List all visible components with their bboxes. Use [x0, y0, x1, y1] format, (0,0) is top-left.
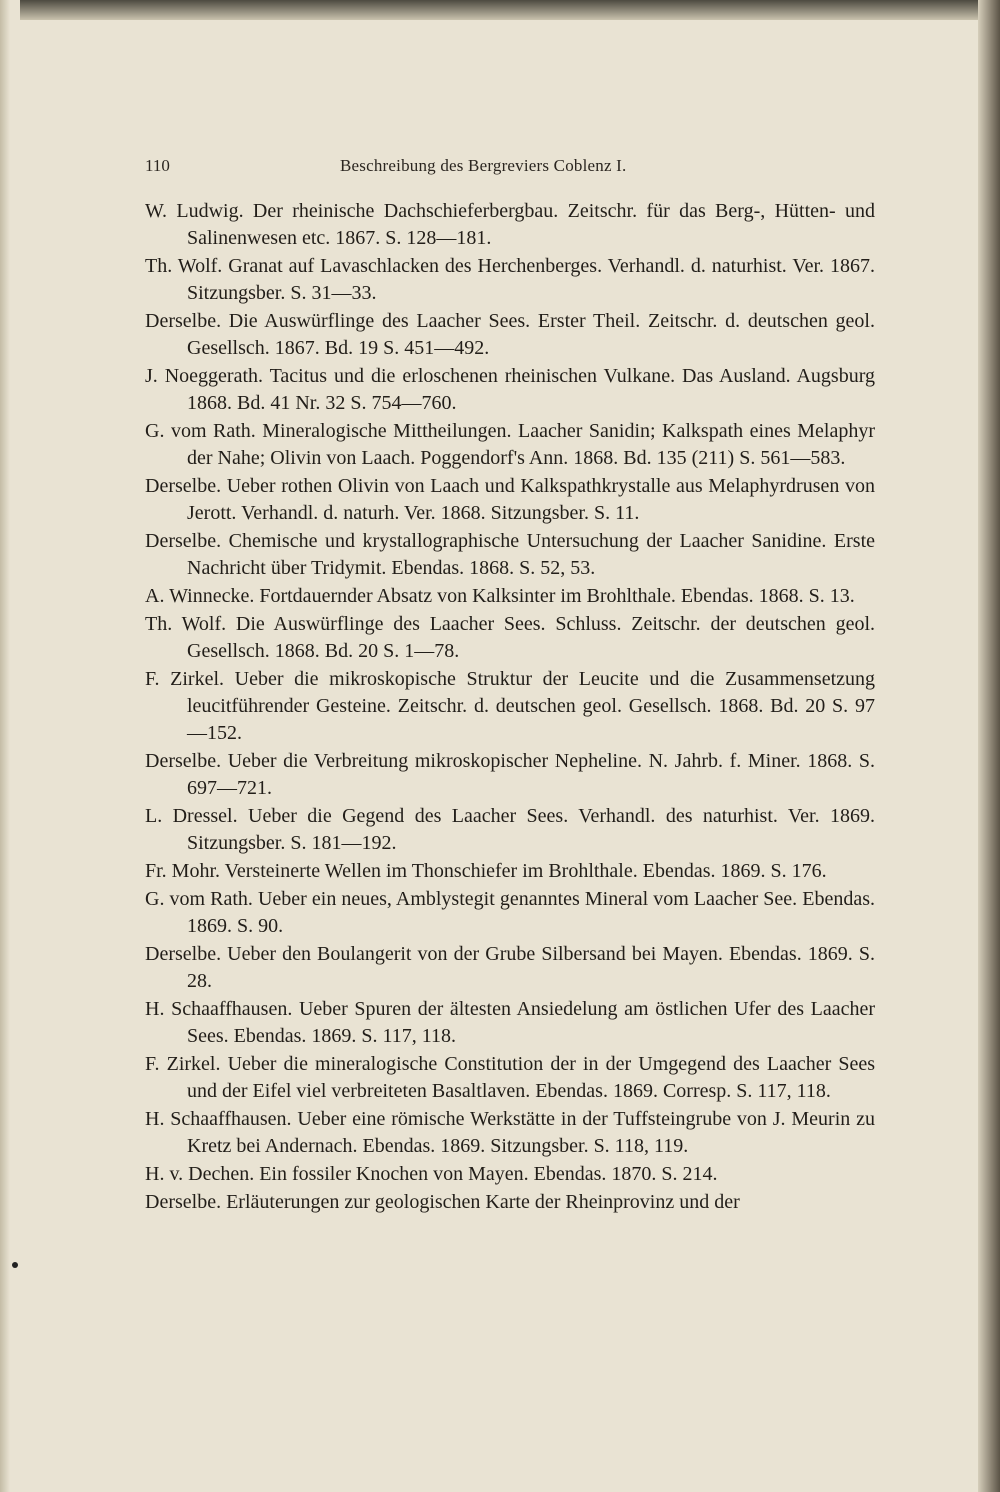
- bibliography-entry: H. Schaaffhausen. Ueber eine römische Werkstätte in der Tuffsteingrube von J. Meurin zu Kretz bei Andernach. Ebendas. 1869. Sitzungsber. S. 118, 119.: [145, 1108, 875, 1157]
- bibliography-entry: H. v. Dechen. Ein fossiler Knochen von Mayen. Ebendas. 1870. S. 214.: [145, 1163, 718, 1185]
- running-title: Beschreibung des Bergreviers Coblenz I.: [340, 156, 627, 175]
- page-left-edge: [0, 0, 10, 1492]
- bibliography-entry: Derselbe. Chemische und krystallographische Untersuchung der Laacher Sanidine. Erste Nachricht über Tridymit. Ebendas. 1868. S. 52, 53.: [145, 530, 875, 579]
- bibliography-entry: L. Dressel. Ueber die Gegend des Laacher Sees. Verhandl. des naturhist. Ver. 1869. Sitzungsber. S. 181—192.: [145, 805, 875, 854]
- bibliography-entry: Fr. Mohr. Versteinerte Wellen im Thonschiefer im Brohlthale. Ebendas. 1869. S. 176.: [145, 860, 827, 882]
- bibliography-entry: Derselbe. Ueber die Verbreitung mikroskopischer Nepheline. N. Jahrb. f. Miner. 1868. S. 697—721.: [145, 750, 875, 799]
- bibliography-entry: G. vom Rath. Mineralogische Mittheilungen. Laacher Sanidin; Kalkspath eines Melaphyr der Nahe; Olivin von Laach. Poggendorf's Ann. 1868. Bd. 135 (211) S. 561—583.: [145, 420, 875, 469]
- bibliography-entry: Th. Wolf. Die Auswürflinge des Laacher Sees. Schluss. Zeitschr. der deutschen geol. Gesellsch. 1868. Bd. 20 S. 1—78.: [145, 613, 875, 662]
- bibliography-entry: Derselbe. Die Auswürflinge des Laacher Sees. Erster Theil. Zeitschr. d. deutschen geol. Gesellsch. 1867. Bd. 19 S. 451—492.: [145, 310, 875, 359]
- bibliography-entry: F. Zirkel. Ueber die mikroskopische Struktur der Leucite und die Zusammensetzung leucitführender Gesteine. Zeitschr. d. deutschen geol. Gesellsch. 1868. Bd. 20 S. 97—152.: [145, 668, 875, 744]
- bibliography-entry: Derselbe. Ueber rothen Olivin von Laach und Kalkspathkrystalle aus Melaphyrdrusen von Jerott. Verhandl. d. naturh. Ver. 1868. Sitzungsber. S. 11.: [145, 475, 875, 524]
- bibliography-entry: G. vom Rath. Ueber ein neues, Amblystegit genanntes Mineral vom Laacher See. Ebendas. 1869. S. 90.: [145, 888, 875, 937]
- bibliography-entry: J. Noeggerath. Tacitus und die erloschenen rheinischen Vulkane. Das Ausland. Augsburg 1868. Bd. 41 Nr. 32 S. 754—760.: [145, 365, 875, 414]
- page-number: 110: [145, 156, 170, 175]
- bibliography-entry: A. Winnecke. Fortdauernder Absatz von Kalksinter im Brohlthale. Ebendas. 1868. S. 13.: [145, 585, 855, 607]
- page-right-edge: [978, 0, 1000, 1492]
- bibliography-entry: Th. Wolf. Granat auf Lavaschlacken des Herchenberges. Verhandl. d. naturhist. Ver. 1867. Sitzungsber. S. 31—33.: [145, 255, 875, 304]
- bibliography-entry: F. Zirkel. Ueber die mineralogische Constitution der in der Umgegend des Laacher Sees und der Eifel viel verbreiteten Basaltlaven. Ebendas. 1869. Corresp. S. 117, 118.: [145, 1053, 875, 1102]
- bibliography-list: [145, 198, 875, 1217]
- page-top-edge: [20, 0, 1000, 20]
- bibliography-entry: W. Ludwig. Der rheinische Dachschieferbergbau. Zeitschr. für das Berg-, Hütten- und Salinenwesen etc. 1867. S. 128—181.: [145, 200, 875, 249]
- ink-spot: [12, 1262, 18, 1268]
- bibliography-entry: Derselbe. Erläuterungen zur geologischen Karte der Rheinprovinz und der: [145, 1191, 740, 1213]
- bibliography-entry: Derselbe. Ueber den Boulangerit von der Grube Silbersand bei Mayen. Ebendas. 1869. S. 28.: [145, 943, 875, 992]
- bibliography-entry: H. Schaaffhausen. Ueber Spuren der ältesten Ansiedelung am östlichen Ufer des Laacher Sees. Ebendas. 1869. S. 117, 118.: [145, 998, 875, 1047]
